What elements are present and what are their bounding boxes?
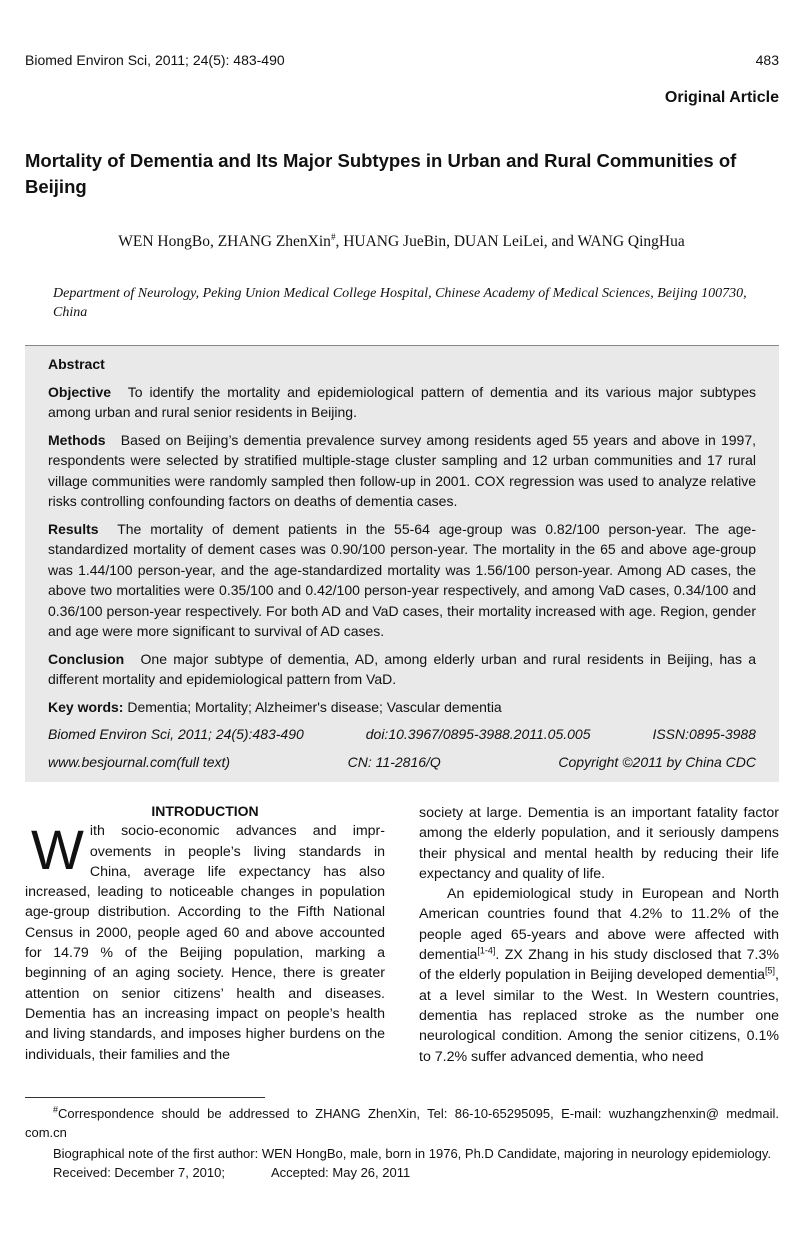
results-text: The mortality of dement patients in the 55-64 age-group was 0.82/100 person-year. The age-standardized mortality of dement cases was 0.90/100 person-year. The mortality in the 65 and above age-group was 1.44/100 person-year, and the age-standardized mortality was 1.56/100 person-year. Among AD cases, the above two mortalities were 0.35/100 and 0.42/100 person-year respectively, and among VaD cases, 0.34/100 and 0.36/100 person-year respectively. For both AD and VaD cases, their mortality increased with age. Region, gender and age were more significant to survival of AD cases. bbox=[48, 520, 757, 639]
article-type-label: Original Article bbox=[664, 89, 779, 106]
citation-ref-1[interactable]: [1-4] bbox=[477, 945, 496, 956]
para2-text-b: . ZX Zhang in his study disclosed that 7.3% of the elderly population in Beijing developed dementia bbox=[419, 947, 779, 984]
meta-copyright: Copyright ©2011 by China CDC bbox=[558, 753, 756, 770]
running-header-citation: Biomed Environ Sci, 2011; 24(5): 483-490 bbox=[25, 52, 285, 68]
intro-paragraph-1-continued: society at large. Dementia is an important fatality factor among the elderly population, and it seriously dampens their physical and mental health by reducing their life expectancy and quality of life. bbox=[419, 805, 779, 882]
meta-row-1 bbox=[48, 724, 756, 745]
meta-issn: ISSN:0895-3988 bbox=[652, 726, 756, 742]
authors-first: WEN HongBo, ZHANG ZhenXin bbox=[118, 233, 331, 250]
footnote-bio: Biographical note of the first author: WEN HongBo, male, born in 1976, Ph.D Candidate, majoring in neurology epidemiology. bbox=[53, 1146, 772, 1161]
footnote-divider bbox=[25, 1097, 265, 1098]
meta-doi[interactable]: doi:10.3967/0895-3988.2011.05.005 bbox=[365, 726, 591, 742]
keywords-text: Dementia; Mortality; Alzheimer's disease; Vascular dementia bbox=[127, 698, 502, 715]
abstract-methods bbox=[48, 430, 756, 512]
footnotes bbox=[25, 1104, 779, 1182]
meta-row-2 bbox=[48, 752, 756, 773]
abstract-conclusion bbox=[48, 649, 756, 690]
page-number: 483 bbox=[755, 52, 779, 68]
meta-website[interactable]: www.besjournal.com(full text) bbox=[48, 753, 231, 770]
received-date: Received: December 7, 2010; bbox=[53, 1165, 225, 1180]
methods-text: Based on Beijing’s dementia prevalence survey among residents aged 55 years and above in 1997, respondents were selected by stratified multiple-stage cluster sampling and 12 urban communities and 17 rural village communities were randomly sampled then follow-up in 2001. COX regression was used to analyze relative risks controlling confounding factors on deaths of dementia cases. bbox=[48, 431, 756, 509]
methods-label: Methods bbox=[48, 431, 106, 448]
objective-text: To identify the mortality and epidemiological pattern of dementia and its various major subtypes among urban and rural senior residents in Beijing. bbox=[48, 383, 756, 420]
footnote-dates bbox=[25, 1163, 779, 1182]
results-label: Results bbox=[48, 520, 99, 537]
para2-text-c: , at a level similar to the West. In Western countries, dementia has replaced stroke as the number one neurological condition. Among the senior citizens, 0.1% to 7.2% suffer advanced dementia, who need bbox=[419, 967, 779, 1065]
intro-paragraph-2 bbox=[419, 884, 779, 1067]
drop-cap: W bbox=[31, 818, 84, 882]
conclusion-label: Conclusion bbox=[48, 650, 125, 667]
abstract-content bbox=[48, 354, 756, 779]
citation-ref-2[interactable]: [5] bbox=[765, 965, 776, 976]
correspondence-mark: # bbox=[330, 231, 336, 242]
para2-text-a: An epidemiological study in European and North American countries found that 4.2% to 11.2% of the people aged 65-years and above were affected with dementia bbox=[419, 886, 779, 964]
author-list bbox=[0, 233, 803, 251]
intro-paragraph-1 bbox=[25, 818, 385, 1065]
body-column-left bbox=[25, 801, 385, 1065]
affiliation: Department of Neurology, Peking Union Medical College Hospital, Chinese Academy of Medical Sciences, Beijing 100730, China bbox=[53, 286, 747, 320]
abstract-objective bbox=[48, 382, 756, 423]
footnote-mark: # bbox=[53, 1104, 59, 1115]
article-title: Mortality of Dementia and Its Major Subtypes in Urban and Rural Communities of Beijing bbox=[25, 150, 737, 197]
keywords-label: Key words: bbox=[48, 698, 124, 715]
abstract-heading: Abstract bbox=[48, 356, 105, 372]
introduction-heading: INTRODUCTION bbox=[151, 803, 259, 819]
correspondence-text: Correspondence should be addressed to ZHANG ZhenXin, Tel: 86-10-65295095, E-mail: wuzhangzhenxin@ medmail. com.cn bbox=[25, 1106, 779, 1140]
intro-paragraph-1-text: ith socio-economic advances and impr-ovements in people’s living standards in China, average life expectancy has also increased, leading to noticeable changes in population age-group distribution. According to the Fifth National Census in 2000, people aged 60 and above accounted for 14.79 % of the Beijing population, marking a beginning of an aging society. Hence, there is greater attention on senior citizens’ health and diseases. Dementia has an increasing impact on people’s health and living standards, and imposes higher burdens on the individuals, their families and the bbox=[25, 823, 385, 1063]
abstract-box bbox=[25, 345, 779, 782]
abstract-results bbox=[48, 519, 756, 642]
meta-citation: Biomed Environ Sci, 2011; 24(5):483-490 bbox=[48, 726, 304, 742]
body-column-right bbox=[419, 803, 779, 1067]
footnote-correspondence bbox=[25, 1104, 779, 1142]
authors-rest: , HUANG JueBin, DUAN LeiLei, and WANG QingHua bbox=[335, 233, 685, 250]
objective-label: Objective bbox=[48, 383, 112, 400]
keywords bbox=[48, 697, 756, 718]
accepted-date: Accepted: May 26, 2011 bbox=[270, 1165, 411, 1180]
meta-cn: CN: 11-2816/Q bbox=[347, 753, 441, 770]
conclusion-text: One major subtype of dementia, AD, among elderly urban and rural residents in Beijing, has a different mortality and epidemiological pattern from VaD. bbox=[48, 650, 756, 687]
